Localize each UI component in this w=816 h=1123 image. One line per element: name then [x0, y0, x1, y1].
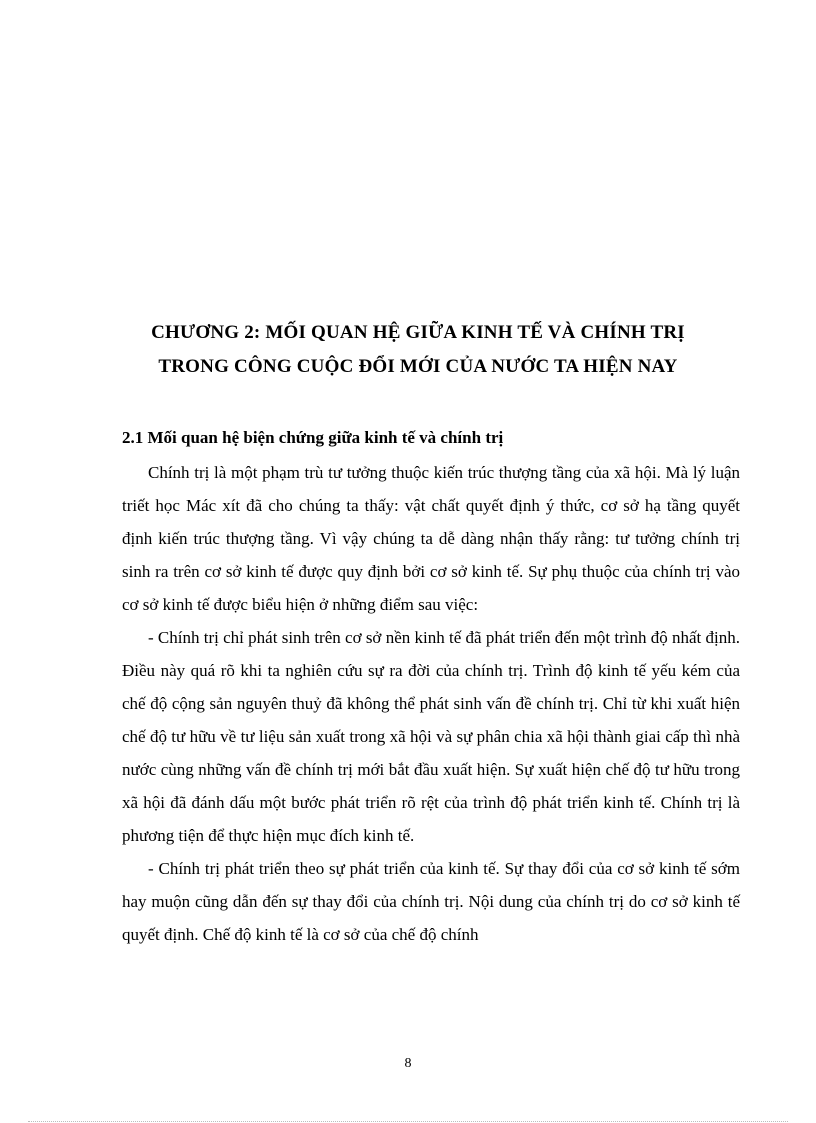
section-heading: 2.1 Mối quan hệ biện chứng giữa kinh tế và chính trị	[122, 428, 504, 447]
paragraph: Chính trị là một phạm trù tư tưởng thuộc kiến trúc thượng tầng của xã hội. Mà lý luận triết học Mác xít đã cho chúng ta thấy: vật chất quyết định ý thức, cơ sở hạ tầng quyết định kiến trúc thượng tầng. Vì vậy chúng ta dễ dàng nhận thấy rằng: tư tưởng chính trị sinh ra trên cơ sở kinh tế được quy định bởi cơ sở kinh tế. Sự phụ thuộc của chính trị vào cơ sở kinh tế được biểu hiện ở những điểm sau việc:	[122, 463, 740, 614]
chapter-title-line-1: CHƯƠNG 2: MỐI QUAN HỆ GIỮA KINH TẾ VÀ CHÍNH TRỊ	[151, 322, 685, 343]
paragraph: - Chính trị phát triển theo sự phát triển của kinh tế. Sự thay đổi của cơ sở kinh tế sớm hay muộn cũng dẫn đến sự thay đổi của chính trị. Nội dung của chính trị do cơ sở kinh tế quyết định. Chế độ kinh tế là cơ sở của chế độ chính	[122, 859, 740, 944]
page-number: 8	[404, 1056, 412, 1071]
chapter-title	[100, 316, 736, 384]
chapter-title-line-2: TRONG CÔNG CUỘC ĐỔI MỚI CỦA NƯỚC TA HIỆN NAY	[158, 356, 678, 377]
paragraph: - Chính trị chỉ phát sinh trên cơ sở nền kinh tế đã phát triển đến một trình độ nhất định. Điều này quá rõ khi ta nghiên cứu sự ra đời của chính trị. Trình độ kinh tế yếu kém của chế độ cộng sản nguyên thuỷ đã không thể phát sinh vấn đề chính trị. Chỉ từ khi xuất hiện chế độ tư hữu về tư liệu sản xuất trong xã hội và sự phân chia xã hội thành giai cấp thì nhà nước cùng những vấn đề chính trị mới bắt đầu xuất hiện. Sự xuất hiện chế độ tư hữu trong xã hội đã đánh dấu một bước phát triển rõ rệt của trình độ phát triển kinh tế. Chính trị là phương tiện để thực hiện mục đích kinh tế.	[122, 628, 740, 845]
body-text	[122, 456, 740, 951]
page-bottom-divider	[28, 1121, 788, 1122]
